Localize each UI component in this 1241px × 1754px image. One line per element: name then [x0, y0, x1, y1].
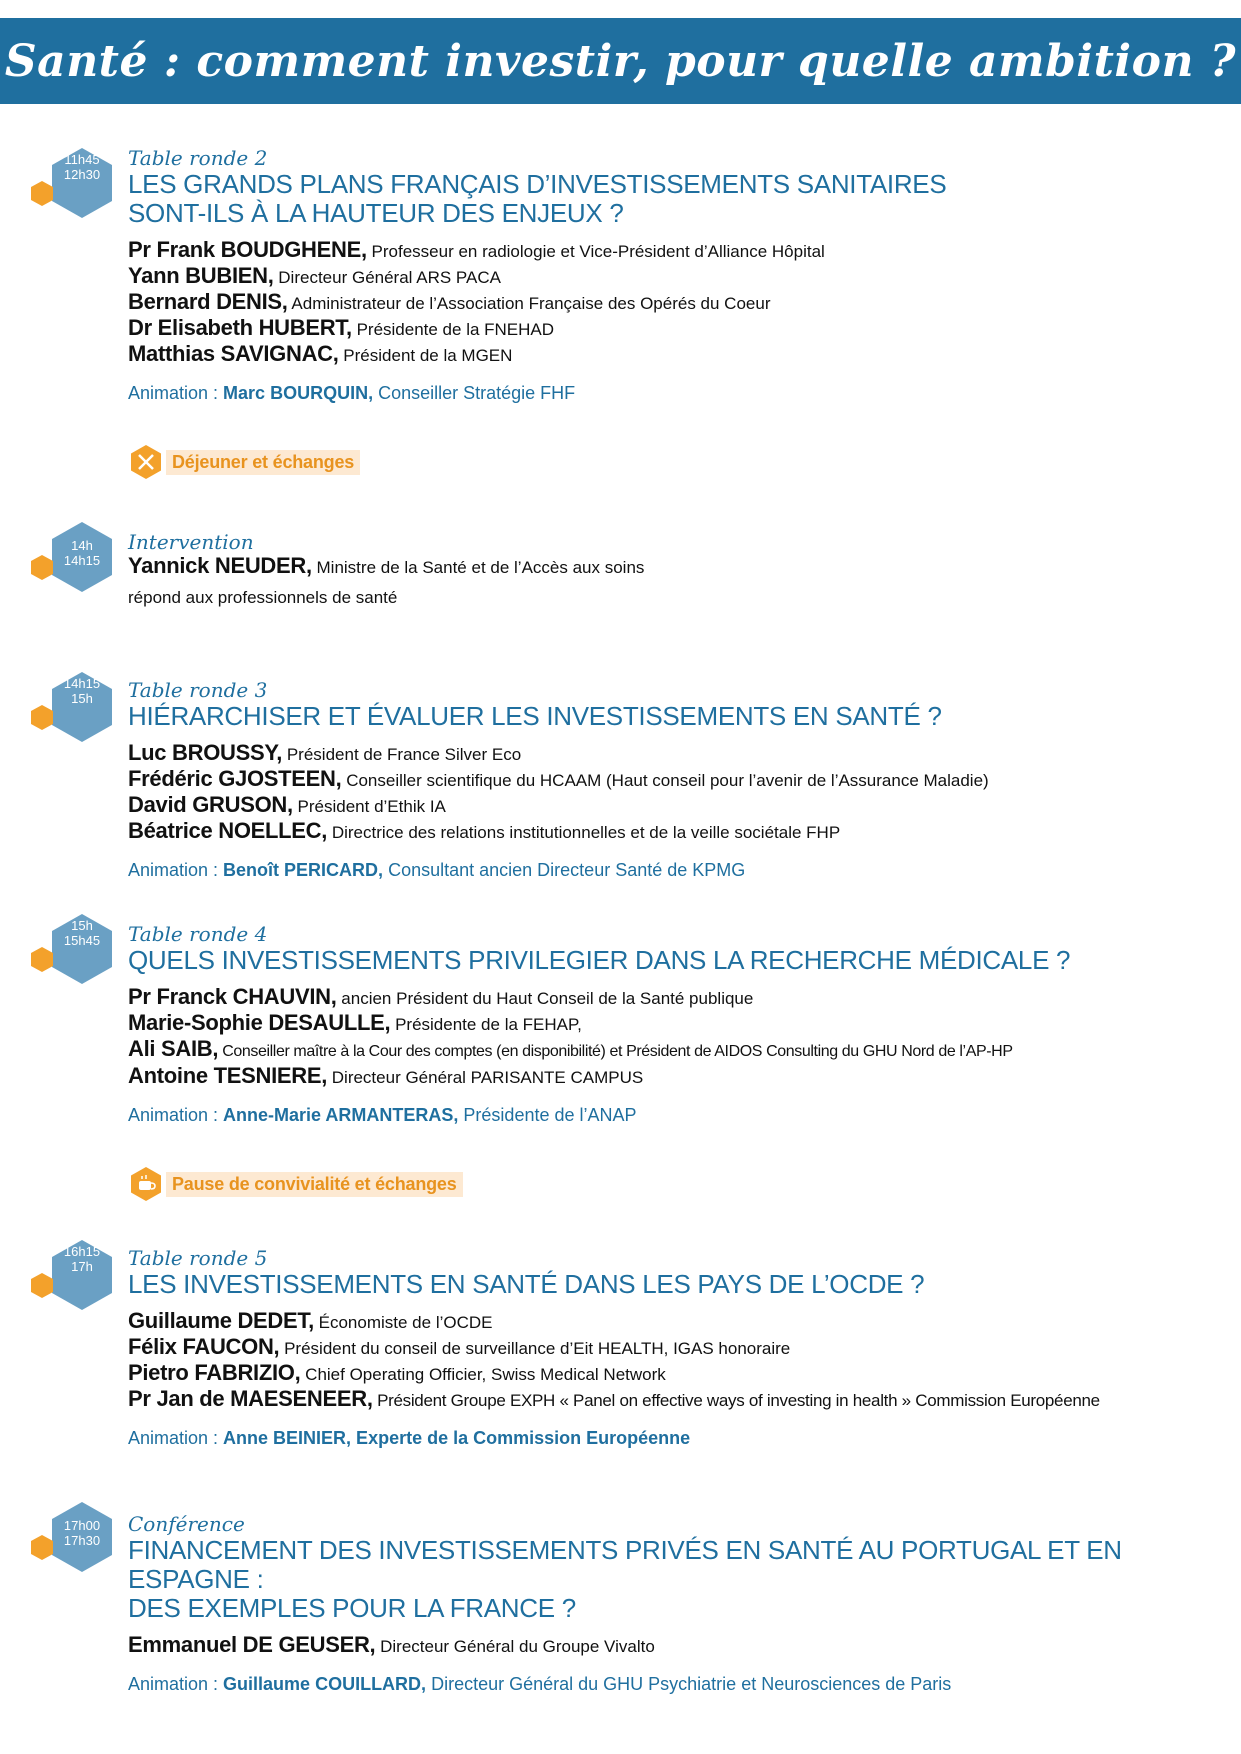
speaker-role: Directeur Général ARS PACA — [278, 268, 501, 287]
speaker-role: Président d’Ethik IA — [297, 797, 446, 816]
title-line: HIÉRARCHISER ET ÉVALUER LES INVESTISSEMENTS EN SANTÉ ? — [128, 701, 942, 731]
session-kind: Table ronde 5 — [128, 1246, 268, 1270]
speaker-name: Emmanuel DE GEUSER, — [128, 1632, 376, 1657]
speaker-name: Béatrice NOELLEC, — [128, 818, 328, 843]
time-badge — [28, 146, 124, 226]
speaker-role: Ministre de la Santé et de l’Accès aux soins — [316, 558, 645, 577]
title-line: SONT-ILS À LA HAUTEUR DES ENJEUX ? — [128, 198, 624, 228]
time-start: 15h — [71, 918, 93, 933]
speaker-role: Directeur Général du Groupe Vivalto — [380, 1637, 655, 1656]
animation-prefix: Animation : — [128, 1105, 224, 1125]
speaker-name: Ali SAIB, — [128, 1036, 219, 1061]
speaker-role: Conseiller scientifique du HCAAM (Haut conseil pour l’avenir de l’Assurance Maladie) — [346, 771, 989, 790]
time-start: 17h00 — [63, 1518, 101, 1533]
speaker-role: ancien Président du Haut Conseil de la Santé publique — [341, 989, 754, 1008]
speaker — [128, 985, 1228, 1011]
animator-name: Guillaume COUILLARD, — [223, 1674, 427, 1694]
time-badge — [28, 670, 124, 750]
animator-name: Benoît PERICARD, — [223, 860, 384, 880]
session-title — [128, 1536, 1228, 1623]
animator-role: Consultant ancien Directeur Santé de KPMG — [388, 860, 746, 880]
speaker-role: Présidente de la FEHAP, — [395, 1015, 582, 1034]
speaker — [128, 238, 1228, 264]
speaker-name: Marie-Sophie DESAULLE, — [128, 1010, 391, 1035]
lunch-break — [128, 446, 360, 478]
time-end: 17h — [71, 1259, 93, 1274]
time-end: 14h15 — [63, 553, 101, 568]
time-end: 15h45 — [63, 933, 101, 948]
speaker-role: Directrice des relations institutionnelles et de la veille sociétale FHP — [331, 823, 841, 842]
speaker — [128, 819, 1228, 845]
time-start: 11h45 — [64, 152, 100, 167]
session-kind: Table ronde 3 — [128, 678, 268, 702]
time-badge — [28, 1238, 124, 1318]
time-badge — [28, 520, 124, 600]
animation-line — [128, 1104, 1228, 1126]
speaker-role: Économiste de l’OCDE — [318, 1313, 493, 1332]
session-kind: Table ronde 4 — [128, 922, 268, 946]
session-title — [128, 170, 1228, 228]
speaker — [128, 316, 1228, 342]
time-start: 14h15 — [63, 676, 101, 691]
title-line: DES EXEMPLES POUR LA FRANCE ? — [128, 1593, 576, 1623]
session-title — [128, 946, 1228, 975]
session-title — [128, 702, 1228, 731]
speaker-role: Chief Operating Officier, Swiss Medical Network — [305, 1365, 666, 1384]
speaker-name: Guillaume DEDET, — [128, 1308, 314, 1333]
animation-line — [128, 382, 1228, 404]
speaker-role: Présidente de la FNEHAD — [356, 320, 555, 339]
animation-line — [128, 1427, 1228, 1449]
speaker-name: Bernard DENIS, — [128, 289, 288, 314]
animation-prefix: Animation : — [128, 1674, 224, 1694]
time-badge — [28, 1500, 124, 1580]
speaker-list — [128, 1309, 1228, 1413]
title-line: QUELS INVESTISSEMENTS PRIVILEGIER DANS LA RECHERCHE MÉDICALE ? — [128, 945, 1071, 975]
speaker-name: Frédéric GJOSTEEN, — [128, 766, 342, 791]
title-line: LES INVESTISSEMENTS EN SANTÉ DANS LES PAYS DE L’OCDE ? — [128, 1269, 925, 1299]
session-kind: Table ronde 2 — [128, 146, 268, 170]
speaker — [128, 554, 1228, 580]
speaker — [128, 290, 1228, 316]
animator-role: Directeur Général du GHU Psychiatrie et Neurosciences de Paris — [431, 1674, 952, 1694]
speaker-name: Yann BUBIEN, — [128, 263, 274, 288]
break-label: Déjeuner et échanges — [166, 450, 360, 475]
animator-role: Conseiller Stratégie FHF — [378, 383, 576, 403]
speaker-name: Luc BROUSSY, — [128, 740, 283, 765]
speaker — [128, 1633, 1228, 1659]
speaker-name: Félix FAUCON, — [128, 1334, 280, 1359]
speaker — [128, 741, 1228, 767]
animation-line — [128, 859, 1228, 881]
time-badge — [28, 912, 124, 992]
title-line: FINANCEMENT DES INVESTISSEMENTS PRIVÉS EN SANTÉ AU PORTUGAL ET EN ESPAGNE : — [128, 1535, 1122, 1594]
speaker-role: Administrateur de l’Association Française des Opérés du Coeur — [291, 294, 771, 313]
speaker-name: Pr Franck CHAUVIN, — [128, 984, 337, 1009]
speaker-role: Président Groupe EXPH « Panel on effective ways of investing in health » Commission Européenne — [377, 1391, 1100, 1410]
session-kind: Intervention — [128, 530, 254, 554]
coffee-break — [128, 1168, 463, 1200]
speaker — [128, 1309, 1228, 1335]
speaker-list — [128, 554, 1228, 610]
header-banner — [0, 18, 1241, 104]
speaker — [128, 264, 1228, 290]
speaker-name: Pietro FABRIZIO, — [128, 1360, 301, 1385]
speaker-name: Pr Jan de MAESENEER, — [128, 1386, 373, 1411]
speaker — [128, 342, 1228, 368]
animator-role: Présidente de l’ANAP — [463, 1105, 637, 1125]
time-end: 17h30 — [63, 1533, 101, 1548]
fork-knife-icon — [128, 444, 164, 480]
speaker — [128, 1361, 1228, 1387]
speaker-list — [128, 238, 1228, 368]
speaker — [128, 1335, 1228, 1361]
animation-prefix: Animation : — [128, 1428, 224, 1448]
speaker — [128, 1387, 1228, 1413]
session-title — [128, 1270, 1228, 1299]
speaker-role: Directeur Général PARISANTE CAMPUS — [331, 1068, 644, 1087]
speaker-list — [128, 1633, 1228, 1659]
coffee-cup-icon — [128, 1166, 164, 1202]
speaker-role: Conseiller maître à la Cour des comptes (en disponibilité) et Président de AIDOS Consulting du GHU Nord de l’AP-HP — [222, 1043, 1013, 1060]
speaker-list — [128, 985, 1228, 1090]
animator-name: Anne BEINIER, Experte de la Commission Européenne — [223, 1428, 691, 1448]
speaker-name: Matthias SAVIGNAC, — [128, 341, 339, 366]
animation-line — [128, 1673, 1228, 1695]
speaker-name: Antoine TESNIERE, — [128, 1063, 328, 1088]
animation-prefix: Animation : — [128, 383, 224, 403]
time-end: 15h — [71, 691, 93, 706]
speaker-name: Pr Frank BOUDGHENE, — [128, 237, 367, 262]
break-label: Pause de convivialité et échanges — [166, 1172, 463, 1197]
speaker-name: Dr Elisabeth HUBERT, — [128, 315, 352, 340]
animation-prefix: Animation : — [128, 860, 224, 880]
speaker-role: Président du conseil de surveillance d’Eit HEALTH, IGAS honoraire — [284, 1339, 791, 1358]
time-end: 12h30 — [63, 167, 101, 182]
speaker-name: David GRUSON, — [128, 792, 293, 817]
session-kind: Conférence — [128, 1512, 245, 1536]
title-line: LES GRANDS PLANS FRANÇAIS D’INVESTISSEMENTS SANITAIRES — [128, 169, 947, 199]
animator-name: Marc BOURQUIN, — [223, 383, 374, 403]
time-start: 16h15 — [63, 1244, 101, 1259]
page-title: Santé : comment investir, pour quelle ambition ? — [4, 35, 1237, 87]
speaker-list — [128, 741, 1228, 845]
speaker-role: Professeur en radiologie et Vice-Président d’Alliance Hôpital — [371, 242, 825, 261]
speaker-role: Président de France Silver Eco — [286, 745, 522, 764]
animator-name: Anne-Marie ARMANTERAS, — [223, 1105, 459, 1125]
time-start: 14h — [71, 538, 93, 553]
speaker-role: répond aux professionnels de santé — [128, 588, 398, 607]
speaker — [128, 793, 1228, 819]
speaker-role: Président de la MGEN — [343, 346, 513, 365]
speaker — [128, 586, 1228, 610]
speaker — [128, 1011, 1228, 1037]
speaker — [128, 767, 1228, 793]
speaker — [128, 1037, 1228, 1064]
speaker — [128, 1064, 1228, 1090]
speaker-name: Yannick NEUDER, — [128, 553, 312, 578]
